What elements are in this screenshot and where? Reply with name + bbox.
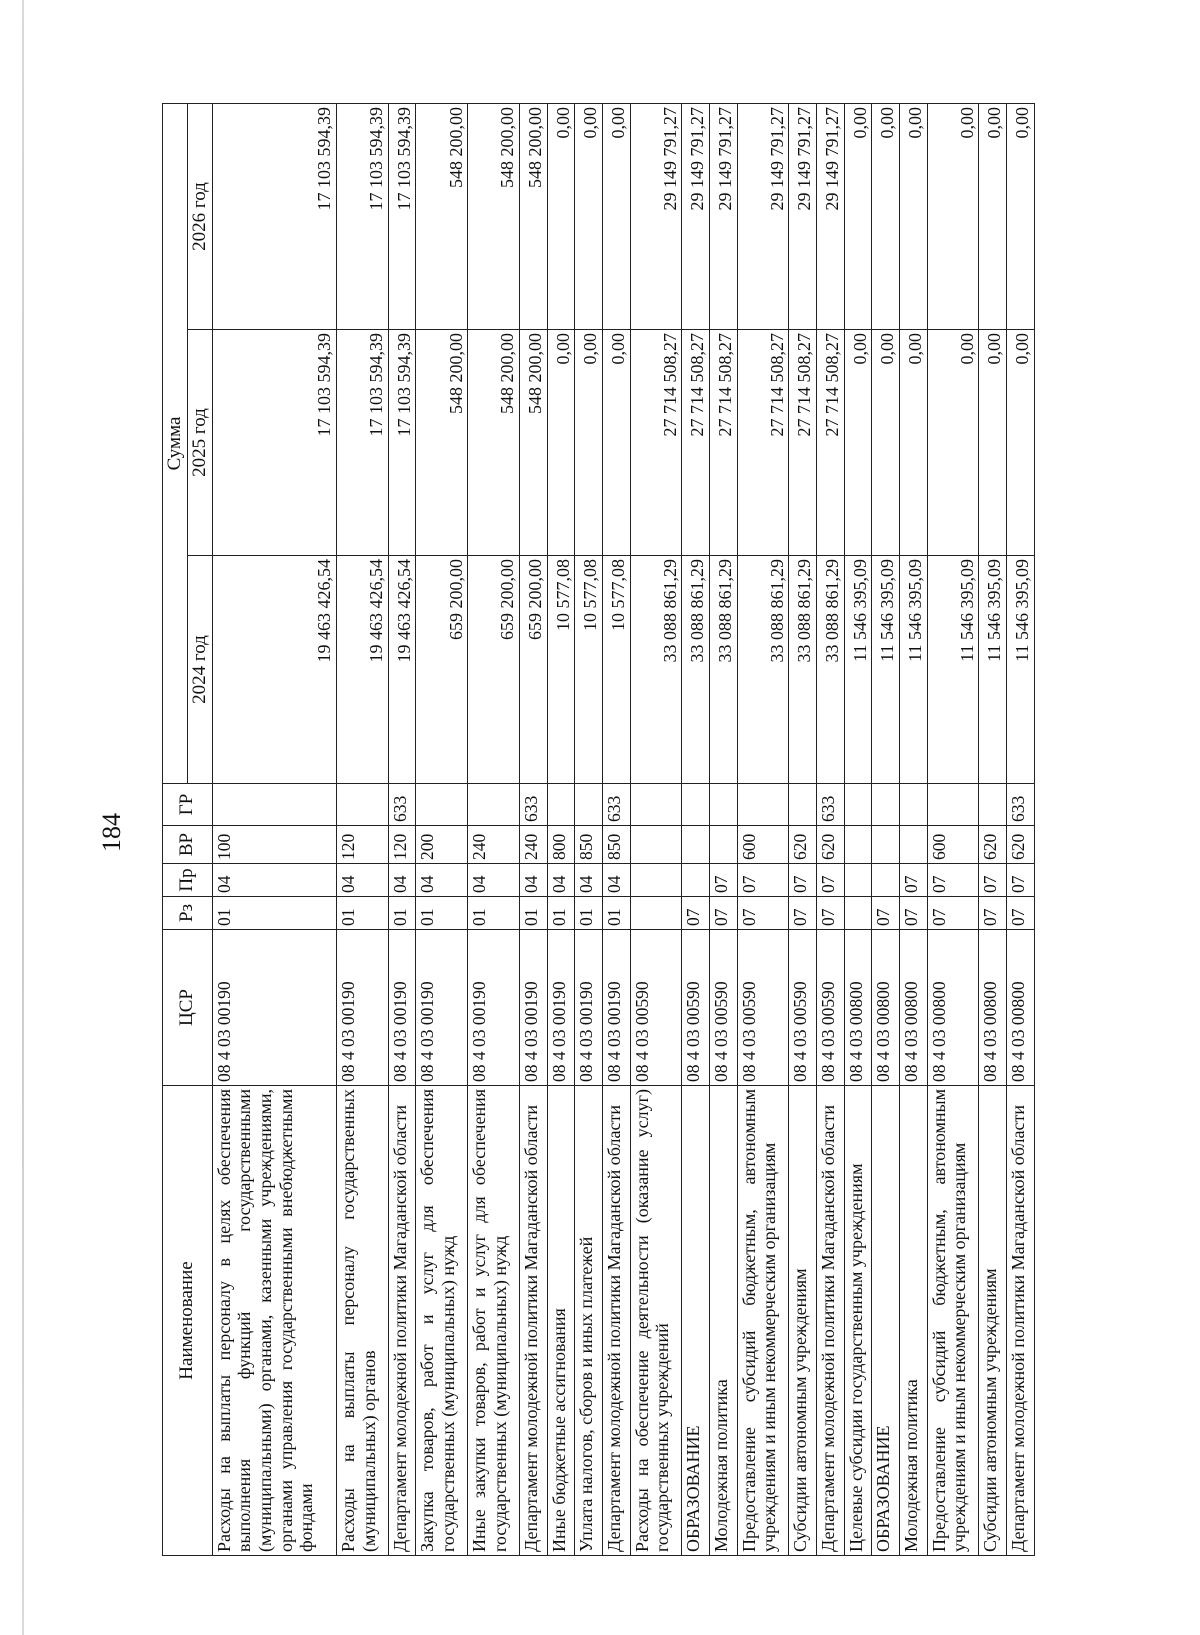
cell-csr: 08 4 03 00590 (817, 930, 845, 1086)
cell-gr: 633 (519, 784, 547, 826)
header-2025: 2025 год (187, 330, 212, 556)
cell-vr (709, 826, 737, 864)
cell-vr: 600 (737, 826, 789, 864)
cell-pr: 07 (737, 864, 789, 897)
cell-rz: 07 (817, 897, 845, 930)
cell-gr: 633 (1007, 784, 1035, 826)
cell-csr: 08 4 03 00190 (212, 930, 336, 1086)
cell-vr: 100 (212, 826, 336, 864)
table-row (817, 103, 845, 1555)
cell-2024: 33 088 861,29 (709, 556, 737, 784)
cell-2025: 27 714 508,27 (789, 330, 817, 556)
cell-2025: 0,00 (844, 330, 872, 556)
header-2024: 2024 год (187, 556, 212, 784)
cell-pr: 07 (899, 864, 927, 897)
cell-name: Уплата налогов, сборов и иных платежей (575, 1086, 603, 1556)
cell-2024: 33 088 861,29 (737, 556, 789, 784)
table-row (547, 103, 575, 1555)
cell-pr: 04 (336, 864, 388, 897)
cell-name: Предоставление субсидий бюджетным, автономным учреждениям и иным некоммерческим организациям (927, 1086, 979, 1556)
cell-2025: 17 103 594,39 (336, 330, 388, 556)
cell-name: Субсидии автономным учреждениям (789, 1086, 817, 1556)
header-gr: ГР (163, 784, 213, 826)
cell-pr: 07 (979, 864, 1007, 897)
cell-pr (844, 864, 872, 897)
cell-pr: 04 (212, 864, 336, 897)
cell-csr: 08 4 03 00590 (630, 930, 682, 1086)
cell-pr: 04 (468, 864, 520, 897)
cell-name: Расходы на выплаты персоналу государственных (муниципальных) органов (336, 1086, 388, 1556)
table-row (602, 103, 630, 1555)
cell-2026: 548 200,00 (519, 103, 547, 329)
cell-2024: 33 088 861,29 (630, 556, 682, 784)
cell-2025: 0,00 (1007, 330, 1035, 556)
cell-2024: 11 546 395,09 (927, 556, 979, 784)
cell-2025: 548 200,00 (519, 330, 547, 556)
cell-pr: 04 (519, 864, 547, 897)
cell-2025: 27 714 508,27 (817, 330, 845, 556)
table-header-row-1 (163, 103, 188, 1555)
cell-pr: 07 (789, 864, 817, 897)
header-csr: ЦСР (163, 930, 213, 1086)
cell-2026: 0,00 (844, 103, 872, 329)
cell-2024: 33 088 861,29 (817, 556, 845, 784)
cell-csr: 08 4 03 00590 (789, 930, 817, 1086)
cell-rz: 07 (1007, 897, 1035, 930)
cell-2024: 659 200,00 (416, 556, 468, 784)
cell-rz: 07 (927, 897, 979, 930)
cell-csr: 08 4 03 00190 (416, 930, 468, 1086)
cell-2024: 11 546 395,09 (979, 556, 1007, 784)
cell-2026: 29 149 791,27 (737, 103, 789, 329)
header-vr: ВР (163, 826, 213, 864)
cell-pr (682, 864, 710, 897)
cell-gr (468, 784, 520, 826)
cell-name: Предоставление субсидий бюджетным, автономным учреждениям и иным некоммерческим организациям (737, 1086, 789, 1556)
cell-2026: 29 149 791,27 (709, 103, 737, 329)
cell-gr (630, 784, 682, 826)
cell-csr: 08 4 03 00800 (872, 930, 900, 1086)
cell-pr: 07 (709, 864, 737, 897)
header-2026: 2026 год (187, 103, 212, 329)
table-row (789, 103, 817, 1555)
cell-gr (844, 784, 872, 826)
cell-vr: 850 (575, 826, 603, 864)
header-sum: Сумма (163, 103, 188, 783)
table-row (844, 103, 872, 1555)
cell-name: Департамент молодежной политики Магаданской области (1007, 1086, 1035, 1556)
cell-name: Расходы на выплаты персоналу в целях обеспечения выполнения функций государственными (муниципальными) органами, казенными учреждениями, органами управления государственными внебюджетными фондами (212, 1086, 336, 1556)
cell-2026: 548 200,00 (416, 103, 468, 329)
cell-2025: 17 103 594,39 (212, 330, 336, 556)
cell-rz (844, 897, 872, 930)
header-name: Наименование (163, 1086, 213, 1556)
cell-name: Целевые субсидии государственным учреждениям (844, 1086, 872, 1556)
cell-name: Закупка товаров, работ и услуг для обеспечения государственных (муниципальных) нужд (416, 1086, 468, 1556)
cell-2024: 33 088 861,29 (682, 556, 710, 784)
cell-2025: 27 714 508,27 (682, 330, 710, 556)
cell-2026: 0,00 (547, 103, 575, 329)
cell-gr (927, 784, 979, 826)
cell-csr: 08 4 03 00590 (682, 930, 710, 1086)
cell-2026: 0,00 (872, 103, 900, 329)
cell-2025: 27 714 508,27 (709, 330, 737, 556)
cell-2025: 0,00 (927, 330, 979, 556)
table-row (979, 103, 1007, 1555)
cell-name: Департамент молодежной политики Магаданской области (388, 1086, 416, 1556)
table-row (212, 103, 336, 1555)
cell-vr (630, 826, 682, 864)
cell-pr: 04 (575, 864, 603, 897)
cell-vr: 620 (817, 826, 845, 864)
cell-2024: 10 577,08 (547, 556, 575, 784)
cell-2026: 29 149 791,27 (682, 103, 710, 329)
cell-2026: 17 103 594,39 (212, 103, 336, 329)
cell-2024: 19 463 426,54 (388, 556, 416, 784)
cell-2024: 10 577,08 (602, 556, 630, 784)
cell-vr: 120 (336, 826, 388, 864)
cell-name: Департамент молодежной политики Магаданской области (817, 1086, 845, 1556)
cell-2025: 0,00 (979, 330, 1007, 556)
cell-gr: 633 (817, 784, 845, 826)
table-row (737, 103, 789, 1555)
cell-2024: 10 577,08 (575, 556, 603, 784)
cell-rz: 07 (979, 897, 1007, 930)
table-row (388, 103, 416, 1555)
table-row (1007, 103, 1035, 1555)
cell-rz: 07 (737, 897, 789, 930)
table-row (416, 103, 468, 1555)
table-body (212, 103, 1034, 1555)
cell-2025: 17 103 594,39 (388, 330, 416, 556)
cell-gr (682, 784, 710, 826)
cell-2025: 27 714 508,27 (630, 330, 682, 556)
cell-pr: 04 (547, 864, 575, 897)
cell-gr (789, 784, 817, 826)
cell-2024: 19 463 426,54 (212, 556, 336, 784)
cell-2024: 659 200,00 (519, 556, 547, 784)
table-row (575, 103, 603, 1555)
cell-rz: 07 (899, 897, 927, 930)
budget-table-sheet (162, 104, 1035, 1556)
cell-name: Молодежная политика (709, 1086, 737, 1556)
cell-pr: 04 (416, 864, 468, 897)
cell-gr (872, 784, 900, 826)
cell-vr: 240 (519, 826, 547, 864)
cell-name: ОБРАЗОВАНИЕ (682, 1086, 710, 1556)
cell-name: Иные бюджетные ассигнования (547, 1086, 575, 1556)
cell-2026: 0,00 (602, 103, 630, 329)
table-row (709, 103, 737, 1555)
cell-pr: 04 (602, 864, 630, 897)
cell-vr (844, 826, 872, 864)
cell-gr (899, 784, 927, 826)
cell-2026: 17 103 594,39 (336, 103, 388, 329)
cell-rz: 01 (575, 897, 603, 930)
cell-gr (737, 784, 789, 826)
cell-vr: 600 (927, 826, 979, 864)
cell-csr: 08 4 03 00190 (519, 930, 547, 1086)
cell-2024: 11 546 395,09 (899, 556, 927, 784)
table-row (872, 103, 900, 1555)
header-pr: Пр (163, 864, 213, 897)
table-row (468, 103, 520, 1555)
table-row (899, 103, 927, 1555)
cell-gr (547, 784, 575, 826)
cell-pr: 04 (388, 864, 416, 897)
cell-gr (709, 784, 737, 826)
cell-rz (630, 897, 682, 930)
cell-csr: 08 4 03 00800 (1007, 930, 1035, 1086)
cell-rz: 01 (547, 897, 575, 930)
cell-2025: 27 714 508,27 (737, 330, 789, 556)
cell-2024: 11 546 395,09 (1007, 556, 1035, 784)
cell-2026: 29 149 791,27 (817, 103, 845, 329)
cell-csr: 08 4 03 00800 (844, 930, 872, 1086)
cell-csr: 08 4 03 00190 (547, 930, 575, 1086)
cell-gr (416, 784, 468, 826)
cell-2026: 0,00 (1007, 103, 1035, 329)
cell-rz: 07 (682, 897, 710, 930)
cell-pr: 07 (817, 864, 845, 897)
cell-csr: 08 4 03 00800 (899, 930, 927, 1086)
cell-2025: 0,00 (899, 330, 927, 556)
cell-rz: 01 (416, 897, 468, 930)
cell-name: Расходы на обеспечение деятельности (оказание услуг) государственных учреждений (630, 1086, 682, 1556)
cell-2026: 0,00 (899, 103, 927, 329)
cell-name: ОБРАЗОВАНИЕ (872, 1086, 900, 1556)
cell-gr (336, 784, 388, 826)
cell-csr: 08 4 03 00590 (737, 930, 789, 1086)
cell-2024: 19 463 426,54 (336, 556, 388, 784)
cell-vr: 850 (602, 826, 630, 864)
cell-2025: 0,00 (872, 330, 900, 556)
cell-vr: 620 (1007, 826, 1035, 864)
cell-2026: 29 149 791,27 (789, 103, 817, 329)
cell-2024: 33 088 861,29 (789, 556, 817, 784)
cell-vr: 620 (979, 826, 1007, 864)
cell-2024: 11 546 395,09 (872, 556, 900, 784)
table-row (682, 103, 710, 1555)
cell-rz: 07 (709, 897, 737, 930)
cell-gr (212, 784, 336, 826)
cell-vr: 800 (547, 826, 575, 864)
cell-2024: 659 200,00 (468, 556, 520, 784)
cell-gr: 633 (602, 784, 630, 826)
cell-name: Департамент молодежной политики Магаданской области (519, 1086, 547, 1556)
cell-csr: 08 4 03 00190 (336, 930, 388, 1086)
cell-2026: 29 149 791,27 (630, 103, 682, 329)
cell-2025: 548 200,00 (468, 330, 520, 556)
cell-pr: 07 (1007, 864, 1035, 897)
cell-csr: 08 4 03 00590 (709, 930, 737, 1086)
cell-vr: 200 (416, 826, 468, 864)
cell-csr: 08 4 03 00190 (602, 930, 630, 1086)
cell-2025: 0,00 (602, 330, 630, 556)
cell-vr (899, 826, 927, 864)
cell-rz: 01 (602, 897, 630, 930)
cell-csr: 08 4 03 00800 (927, 930, 979, 1086)
page-number: 184 (97, 813, 126, 852)
cell-2026: 0,00 (575, 103, 603, 329)
budget-table (162, 103, 1035, 1556)
cell-csr: 08 4 03 00190 (575, 930, 603, 1086)
cell-csr: 08 4 03 00800 (979, 930, 1007, 1086)
cell-2025: 0,00 (575, 330, 603, 556)
cell-2026: 548 200,00 (468, 103, 520, 329)
cell-rz: 01 (519, 897, 547, 930)
cell-pr: 07 (927, 864, 979, 897)
cell-gr (979, 784, 1007, 826)
cell-vr (682, 826, 710, 864)
cell-vr: 120 (388, 826, 416, 864)
table-row (927, 103, 979, 1555)
cell-name: Департамент молодежной политики Магаданской области (602, 1086, 630, 1556)
cell-name: Молодежная политика (899, 1086, 927, 1556)
cell-2026: 17 103 594,39 (388, 103, 416, 329)
cell-csr: 08 4 03 00190 (388, 930, 416, 1086)
table-row (630, 103, 682, 1555)
table-row (519, 103, 547, 1555)
cell-name: Субсидии автономным учреждениям (979, 1086, 1007, 1556)
cell-rz: 01 (212, 897, 336, 930)
cell-gr: 633 (388, 784, 416, 826)
cell-vr: 240 (468, 826, 520, 864)
cell-rz: 01 (468, 897, 520, 930)
cell-csr: 08 4 03 00190 (468, 930, 520, 1086)
header-rz: Рз (163, 897, 213, 930)
cell-2025: 548 200,00 (416, 330, 468, 556)
cell-2025: 0,00 (547, 330, 575, 556)
cell-vr: 620 (789, 826, 817, 864)
table-row (336, 103, 388, 1555)
cell-name: Иные закупки товаров, работ и услуг для обеспечения государственных (муниципальных) нужд (468, 1086, 520, 1556)
cell-pr (630, 864, 682, 897)
cell-rz: 07 (789, 897, 817, 930)
cell-pr (872, 864, 900, 897)
cell-rz: 07 (872, 897, 900, 930)
cell-rz: 01 (388, 897, 416, 930)
cell-rz: 01 (336, 897, 388, 930)
cell-2026: 0,00 (927, 103, 979, 329)
cell-vr (872, 826, 900, 864)
cell-2026: 0,00 (979, 103, 1007, 329)
cell-gr (575, 784, 603, 826)
cell-2024: 11 546 395,09 (844, 556, 872, 784)
